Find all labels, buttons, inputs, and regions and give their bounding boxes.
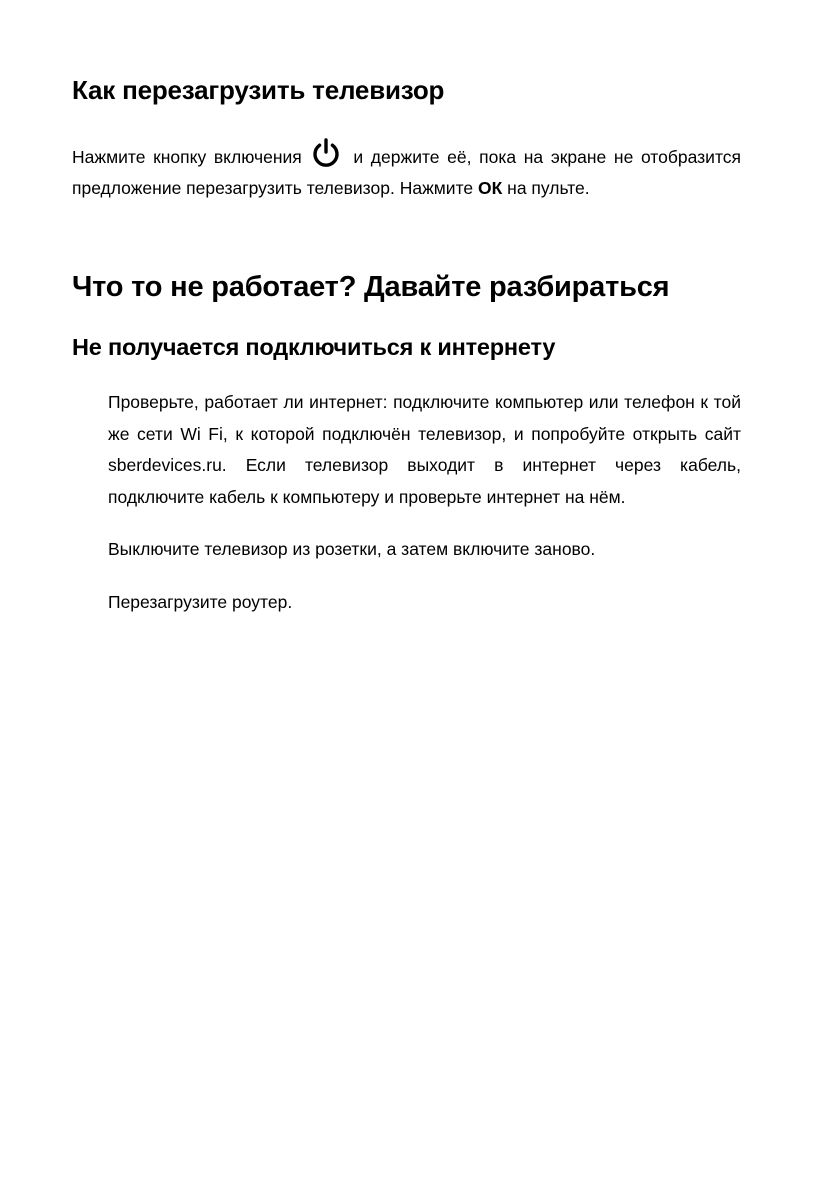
restart-text-part1: Нажмите кнопку включения (72, 147, 302, 167)
tip-restart-router: Перезагрузите роутер. (108, 591, 293, 612)
ok-button-label: ОК (478, 178, 503, 198)
troubleshooting-heading: Что то не работает? Давайте разбираться (72, 271, 670, 303)
restart-heading: Как перезагрузить телевизор (72, 75, 445, 105)
restart-instructions (72, 137, 741, 204)
restart-text-part2: и держите её, пока на экране не отобразится предложение перезагрузить телевизор. Нажмите (72, 147, 741, 198)
tip-check-internet: Проверьте, работает ли интернет: подключите компьютер или телефон к той же сети Wi Fi, к которой подключён телевизор, и попробуйте открыть сайт sberdevices.ru. Если телевизор выходит в интернет через кабель, подключите кабель к компьютеру и проверьте интернет на нём. (108, 392, 741, 507)
power-icon (310, 137, 342, 169)
internet-issue-heading: Не получается подключиться к интернету (72, 334, 556, 360)
internet-tips-list (108, 387, 741, 639)
tip-power-cycle-tv: Выключите телевизор из розетки, а затем включите заново. (108, 539, 596, 559)
restart-text-part3: на пульте. (502, 178, 590, 198)
